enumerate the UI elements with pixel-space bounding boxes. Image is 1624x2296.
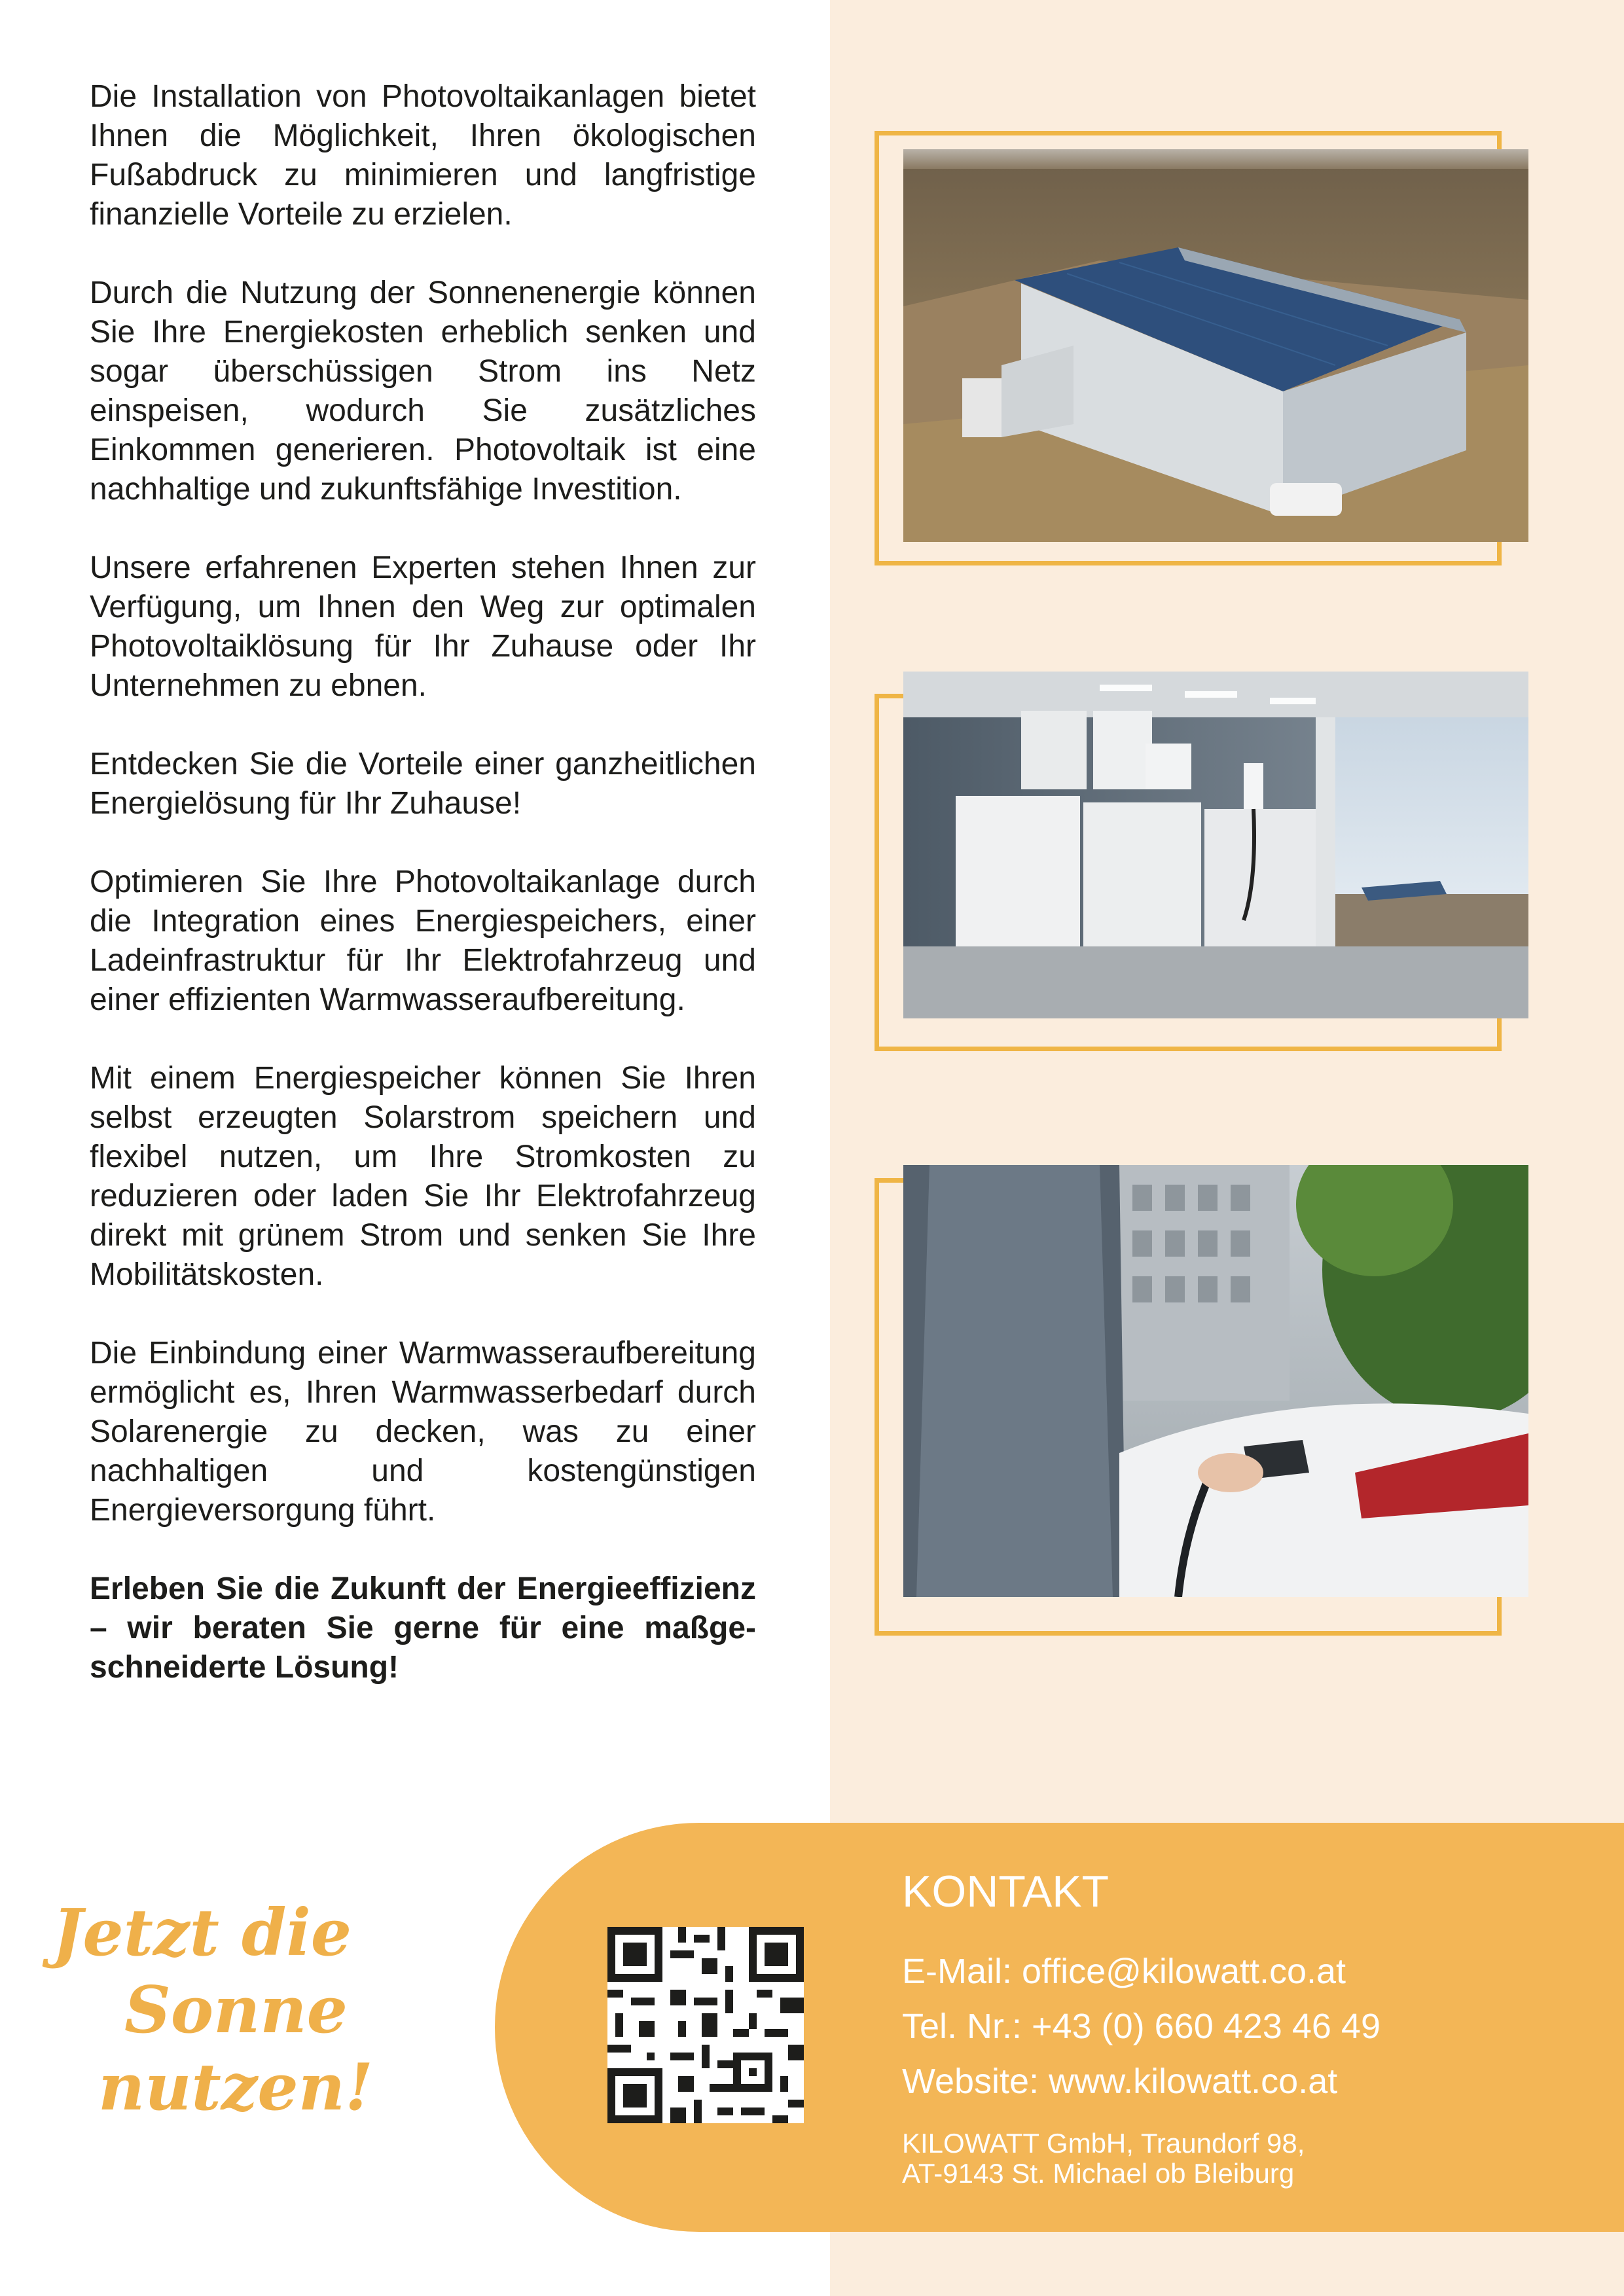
closing-statement: Erleben Sie die Zukunft der Energieeffizienz – wir beraten Sie gerne für eine maßgeschneiderte Lösung! (90, 1571, 756, 1685)
paragraph-experts: Unsere erfahrenen Experten stehen Ihnen zur Verfügung, um Ihnen den Weg zur optimalen Photovoltaiklösung für Ihr Zuhause oder Ihr Unternehmen zu ebnen. (90, 550, 756, 703)
qr-code-icon (607, 1927, 804, 2123)
photo-frame-solar-warehouse (875, 131, 1532, 576)
paragraph-discover: Entdecken Sie die Vorteile einer ganzheitlichen Energielösung für Ihr Zuhause! (90, 747, 756, 821)
contact-website[interactable]: Website: www.kilowatt.co.at (902, 2062, 1338, 2101)
slogan-line: Jetzt die (52, 1895, 352, 1971)
address-line: AT-9143 St. Michael ob Bleiburg (902, 2158, 1295, 2189)
photo-ev-charging (903, 1165, 1528, 1597)
address-line: KILOWATT GmbH, Traundorf 98, (902, 2128, 1305, 2159)
contact-address (902, 2128, 1380, 2189)
qr-code[interactable] (607, 1927, 804, 2123)
slogan (52, 1895, 458, 2126)
body-text (90, 77, 756, 1687)
contact-heading: KONTAKT (902, 1867, 1110, 1916)
photo-frame-energy-storage (875, 694, 1532, 1060)
contact-email[interactable]: E-Mail: office@kilowatt.co.at (902, 1952, 1346, 1991)
photo-solar-warehouse (903, 149, 1528, 542)
photo-frame-ev-charging (875, 1178, 1532, 1636)
contact-block (902, 1865, 1380, 2189)
paragraph-optimize: Optimieren Sie Ihre Photovoltaikanlage durch die Integration eines Energiespeichers, einer Ladeinfrastruktur für Ihr Elektrofahrzeug und einer effizienten Warmwasseraufbereitung. (90, 865, 756, 1017)
contact-phone[interactable]: Tel. Nr.: +43 (0) 660 423 46 49 (902, 2007, 1380, 2046)
paragraph-hot-water: Die Einbindung einer Warmwasseraufbereitung ermöglicht es, Ihren Warmwasserbedarf durch Solarenergie zu decken, was zu einer nachhaltigen und kostengünstigen Energieversorgung führt. (90, 1336, 756, 1528)
paragraph-storage: Mit einem Energiespeicher können Sie Ihren selbst erzeugten Solarstrom speichern und flexibel nutzen, um Ihre Stromkosten zu reduzieren oder laden Sie Ihr Elektrofahrzeug direkt mit grünem Strom und senken Sie Ihre Mobilitätskosten. (90, 1061, 756, 1292)
paragraph-solar-energy: Durch die Nutzung der Sonnenenergie können Sie Ihre Energiekosten erheblich senken und sogar überschüssigen Strom ins Netz einspeisen, wodurch Sie zusätzliches Einkommen generieren. Photovoltaik ist eine nachhaltige und zukunftsfähige Investition. (90, 276, 756, 507)
slogan-line: nutzen! (98, 2050, 374, 2125)
slogan-line: Sonne (124, 1973, 348, 2048)
paragraph-intro: Die Installation von Photovoltaikanlagen bietet Ihnen die Möglichkeit, Ihren ökologischen Fußabdruck zu minimieren und langfristige finanzielle Vorteile zu erzielen. (90, 79, 756, 232)
photo-energy-storage (903, 672, 1528, 1018)
